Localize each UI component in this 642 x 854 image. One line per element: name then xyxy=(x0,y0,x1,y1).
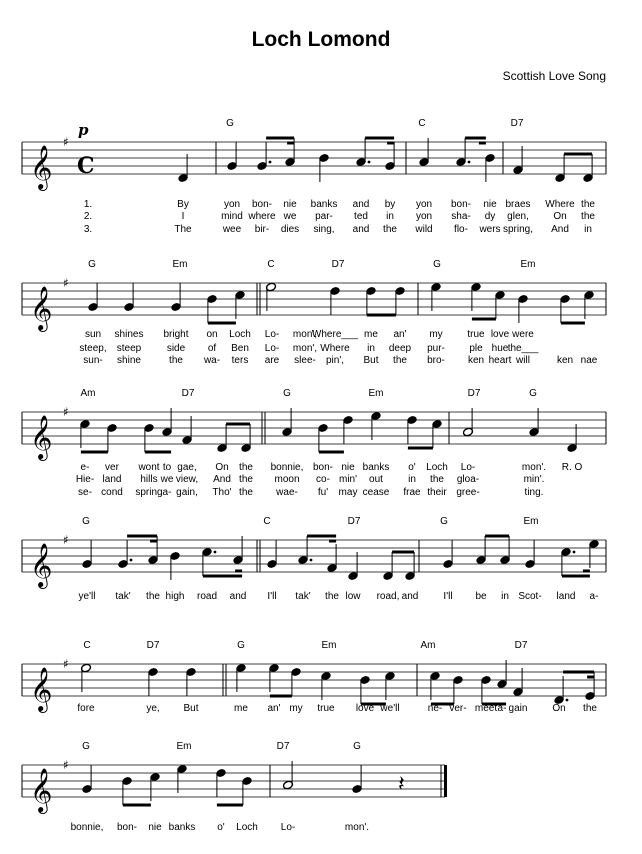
chord-symbol: Am xyxy=(420,640,436,651)
lyric-syllable: land xyxy=(556,591,576,602)
lyric-syllable: banks xyxy=(362,462,390,473)
chord-symbol: Em xyxy=(520,259,536,270)
lyric-syllable: the xyxy=(239,462,253,473)
lyric-syllable: Lo- xyxy=(460,462,476,473)
lyric-syllable: the xyxy=(325,591,339,602)
chord-symbol: G xyxy=(433,259,441,270)
time-signature: C xyxy=(77,153,95,179)
lyric-syllable: and xyxy=(352,199,370,210)
lyric-syllable: steep, xyxy=(79,343,107,354)
chord-symbol: D7 xyxy=(467,388,481,399)
lyric-syllable: banks xyxy=(310,199,338,210)
lyric-syllable: mon', xyxy=(292,329,318,340)
lyric-syllable: On xyxy=(215,462,229,473)
lyric-syllable: by xyxy=(384,199,396,210)
lyric-syllable: Lo- xyxy=(264,329,280,340)
lyric-syllable: ver- xyxy=(449,703,467,714)
lyric-syllable: Ben xyxy=(231,343,249,354)
verse-number: 2. xyxy=(83,211,93,222)
key-signature-sharp-icon: ♯ xyxy=(63,276,69,290)
lyric-syllable: nie xyxy=(148,822,162,833)
lyric-syllable: sing, xyxy=(313,224,335,235)
lyric-syllable: nie xyxy=(283,199,297,210)
chord-symbol: G xyxy=(226,118,234,129)
quarter-rest-icon: 𝄽 xyxy=(398,772,405,797)
lyric-syllable: me xyxy=(364,329,378,340)
lyric-syllable: deep xyxy=(388,343,412,354)
lyric-syllable: and xyxy=(229,591,247,602)
key-signature-sharp-icon: ♯ xyxy=(63,533,69,547)
lyric-syllable: I'll xyxy=(443,591,453,602)
lyric-syllable: spring xyxy=(135,487,163,498)
lyric-syllable: bonnie, xyxy=(270,462,304,473)
chord-symbol: C xyxy=(263,516,271,527)
lyric-syllable: steep xyxy=(116,343,142,354)
lyric-syllable: ne- xyxy=(427,703,443,714)
lyric-syllable: of xyxy=(207,343,217,354)
lyric-syllable: dy xyxy=(484,211,496,222)
chord-symbol: Em xyxy=(321,640,337,651)
lyric-syllable: yon xyxy=(223,199,241,210)
lyric-syllable: The xyxy=(174,224,192,235)
lyric-syllable: bon- xyxy=(251,199,273,210)
chord-symbol: D7 xyxy=(514,640,528,651)
chord-symbol: C xyxy=(418,118,426,129)
lyric-syllable: Scot- xyxy=(518,591,542,602)
lyric-syllable: we'll xyxy=(380,703,400,714)
lyric-syllable: min' xyxy=(338,474,358,485)
lyric-syllable: yon xyxy=(415,211,433,222)
lyric-syllable: R. O xyxy=(561,462,583,473)
lyric-syllable: gain xyxy=(508,703,528,714)
lyric-syllable: in xyxy=(584,224,592,235)
lyric-syllable: nie xyxy=(341,462,355,473)
key-signature-sharp-icon: ♯ xyxy=(63,135,69,149)
lyric-syllable: may xyxy=(338,487,358,498)
augmentation-dot xyxy=(269,161,272,164)
lyric-syllable: sun- xyxy=(83,355,103,366)
lyric-syllable: nae xyxy=(580,355,598,366)
lyric-syllable: a- xyxy=(589,591,599,602)
lyric-syllable: par- xyxy=(315,211,333,222)
lyric-syllable: ver xyxy=(105,462,119,473)
verse-number: 1. xyxy=(83,199,93,210)
lyric-syllable: bon- xyxy=(312,462,334,473)
augmentation-dot xyxy=(130,559,133,562)
lyric-syllable: true xyxy=(317,703,335,714)
lyric-syllable: And xyxy=(551,224,569,235)
lyric-syllable: gree- xyxy=(456,487,480,498)
lyric-syllable: mon', xyxy=(292,343,318,354)
lyric-syllable: in xyxy=(408,474,416,485)
lyric-syllable: the xyxy=(146,591,160,602)
lyric-syllable: Where xyxy=(320,343,350,354)
lyric-syllable: road xyxy=(196,591,218,602)
lyric-syllable: side xyxy=(166,343,186,354)
lyric-syllable: frae xyxy=(403,487,421,498)
lyric-syllable: love xyxy=(355,703,375,714)
lyric-syllable: cease xyxy=(362,487,390,498)
lyric-syllable: their xyxy=(427,487,447,498)
lyric-syllable: ken xyxy=(556,355,574,366)
lyric-syllable: the xyxy=(581,211,595,222)
lyric-syllable: wee xyxy=(222,224,242,235)
lyric-syllable: in xyxy=(386,211,394,222)
lyric-syllable: the xyxy=(169,355,183,366)
chord-symbol: G xyxy=(237,640,245,651)
lyric-syllable: the xyxy=(239,487,253,498)
chord-symbol: C xyxy=(267,259,275,270)
lyric-syllable: bonnie, xyxy=(70,822,104,833)
lyric-syllable: low xyxy=(345,591,361,602)
lyric-syllable: true xyxy=(467,329,485,340)
lyric-syllable: were xyxy=(512,329,534,340)
lyric-syllable: flo- xyxy=(454,224,468,235)
lyric-syllable: Hie- xyxy=(75,474,95,485)
lyric-syllable: a- xyxy=(162,487,172,498)
lyric-syllable: the xyxy=(430,474,444,485)
key-signature-sharp-icon: ♯ xyxy=(63,758,69,772)
lyric-syllable: my xyxy=(289,703,303,714)
lyric-syllable: Where xyxy=(545,199,575,210)
treble-clef-icon: 𝄞 xyxy=(30,415,53,459)
lyric-syllable: And xyxy=(213,474,231,485)
lyric-syllable: wild xyxy=(415,224,433,235)
lyric-syllable: se- xyxy=(78,487,92,498)
lyric-syllable: ted xyxy=(354,211,368,222)
lyric-syllable: the xyxy=(239,474,253,485)
chord-symbol: G xyxy=(82,741,90,752)
staff-system xyxy=(22,118,606,235)
lyric-syllable: bro- xyxy=(427,355,445,366)
lyric-syllable: the xyxy=(383,224,397,235)
lyric-syllable: spring, xyxy=(502,224,534,235)
lyric-syllable: ken xyxy=(467,355,485,366)
lyric-syllable: and xyxy=(352,224,370,235)
dynamic-marking: p xyxy=(78,121,89,139)
staff-system xyxy=(22,259,606,366)
song-subtitle: Scottish Love Song xyxy=(502,69,606,83)
lyric-syllable: sha- xyxy=(451,211,471,222)
lyric-syllable: land xyxy=(102,474,122,485)
lyric-syllable: e- xyxy=(80,462,90,473)
lyric-syllable: tak' xyxy=(115,591,131,602)
lyric-syllable: nie xyxy=(483,199,497,210)
lyric-syllable: mon'. xyxy=(344,822,370,833)
key-signature-sharp-icon: ♯ xyxy=(63,405,69,419)
lyric-syllable: Tho' xyxy=(212,487,232,498)
lyric-syllable: the xyxy=(583,703,597,714)
final-barline xyxy=(444,765,447,797)
lyric-syllable: in xyxy=(501,591,509,602)
lyric-syllable: the xyxy=(581,199,595,210)
lyric-syllable: and xyxy=(401,591,419,602)
lyric-syllable: ple xyxy=(469,343,483,354)
staff-system xyxy=(22,640,606,714)
lyric-syllable: braes xyxy=(505,199,531,210)
lyric-syllable: to xyxy=(162,462,172,473)
lyric-syllable: tak' xyxy=(295,591,311,602)
lyric-syllable: co- xyxy=(316,474,330,485)
lyric-syllable: we xyxy=(283,211,297,222)
staff-system xyxy=(22,741,447,833)
chord-symbol: G xyxy=(88,259,96,270)
lyric-syllable: high xyxy=(165,591,185,602)
lyric-syllable: pin', xyxy=(325,355,345,366)
lyric-syllable: Loch xyxy=(236,822,258,833)
lyric-syllable: meet xyxy=(474,703,498,714)
lyric-syllable: heart xyxy=(488,355,512,366)
lyric-syllable: the___ xyxy=(507,343,539,354)
lyric-syllable: slee- xyxy=(294,355,316,366)
chord-symbol: D7 xyxy=(347,516,361,527)
lyric-syllable: dies xyxy=(280,224,300,235)
lyric-syllable: gae, xyxy=(177,462,197,473)
lyric-syllable: the xyxy=(393,355,407,366)
lyric-syllable: wa- xyxy=(203,355,221,366)
treble-clef-icon: 𝄞 xyxy=(30,768,53,812)
lyric-syllable: Loch xyxy=(426,462,448,473)
lyric-syllable: my xyxy=(429,329,443,340)
chord-symbol: G xyxy=(529,388,537,399)
lyric-syllable: on xyxy=(206,329,218,340)
treble-clef-icon: 𝄞 xyxy=(30,145,53,189)
chord-symbol: Em xyxy=(172,259,188,270)
lyric-syllable: will xyxy=(516,355,530,366)
lyric-syllable: ye, xyxy=(146,703,160,714)
chord-symbol: Em xyxy=(176,741,192,752)
lyric-syllable: On xyxy=(552,703,566,714)
lyric-syllable: wont xyxy=(138,462,160,473)
chord-symbol: Am xyxy=(80,388,96,399)
lyric-syllable: where xyxy=(248,211,276,222)
chord-symbol: D7 xyxy=(181,388,195,399)
chord-symbol: G xyxy=(283,388,291,399)
augmentation-dot xyxy=(566,699,569,702)
lyric-syllable: banks xyxy=(168,822,196,833)
lyric-syllable: moon xyxy=(274,474,300,485)
augmentation-dot xyxy=(573,551,576,554)
lyric-syllable: fu' xyxy=(317,487,329,498)
lyric-syllable: road, xyxy=(376,591,400,602)
lyric-syllable: an' xyxy=(393,329,407,340)
lyric-syllable: out xyxy=(369,474,383,485)
chord-symbol: D7 xyxy=(331,259,345,270)
lyric-syllable: ye'll xyxy=(78,591,96,602)
lyric-syllable: bon- xyxy=(450,199,472,210)
augmentation-dot xyxy=(214,551,217,554)
lyric-syllable: shines xyxy=(114,329,144,340)
lyric-syllable: On xyxy=(553,211,567,222)
lyric-syllable: hills xyxy=(140,474,158,485)
lyric-syllable: shine xyxy=(117,355,141,366)
chord-symbol: C xyxy=(83,640,91,651)
lyric-syllable: be xyxy=(475,591,487,602)
lyric-syllable: hue xyxy=(491,343,509,354)
lyric-syllable: me xyxy=(234,703,248,714)
lyric-syllable: I'll xyxy=(267,591,277,602)
lyric-syllable: o' xyxy=(217,822,225,833)
staff-system xyxy=(22,388,606,498)
lyric-syllable: cond xyxy=(101,487,123,498)
lyric-syllable: bon- xyxy=(116,822,138,833)
lyric-syllable: sun xyxy=(84,329,102,340)
chord-symbol: G xyxy=(353,741,361,752)
lyric-syllable: But xyxy=(363,355,379,366)
staff-system xyxy=(22,516,606,602)
lyric-syllable: mind xyxy=(221,211,243,222)
chord-symbol: G xyxy=(82,516,90,527)
lyric-syllable: a- xyxy=(497,703,507,714)
chord-symbol: D7 xyxy=(510,118,524,129)
verse-number: 3. xyxy=(83,224,93,235)
lyric-syllable: By xyxy=(177,199,189,210)
lyric-syllable: Lo- xyxy=(264,343,280,354)
lyric-syllable: I xyxy=(181,211,185,222)
chord-symbol: D7 xyxy=(276,741,290,752)
lyric-syllable: glen, xyxy=(507,211,529,222)
chord-symbol: G xyxy=(440,516,448,527)
lyric-syllable: min'. xyxy=(523,474,545,485)
key-signature-sharp-icon: ♯ xyxy=(63,657,69,671)
lyric-syllable: But xyxy=(183,703,199,714)
lyric-syllable: pur- xyxy=(427,343,445,354)
lyric-syllable: gloa- xyxy=(456,474,480,485)
lyric-syllable: are xyxy=(264,355,280,366)
lyric-syllable: fore xyxy=(77,703,95,714)
augmentation-dot xyxy=(468,161,471,164)
augmentation-dot xyxy=(368,161,371,164)
lyric-syllable: mon'. xyxy=(521,462,547,473)
lyric-syllable: view, xyxy=(175,474,199,485)
augmentation-dot xyxy=(310,559,313,562)
lyric-syllable: wae- xyxy=(276,487,298,498)
song-title: Loch Lomond xyxy=(251,28,391,51)
treble-clef-icon: 𝄞 xyxy=(30,543,53,587)
treble-clef-icon: 𝄞 xyxy=(30,667,53,711)
lyric-syllable: gain, xyxy=(176,487,198,498)
lyric-syllable: o' xyxy=(408,462,416,473)
lyric-syllable: an' xyxy=(267,703,281,714)
treble-clef-icon: 𝄞 xyxy=(30,286,53,330)
lyric-syllable: Loch xyxy=(229,329,251,340)
lyric-syllable: ters xyxy=(231,355,249,366)
lyric-syllable: ting. xyxy=(524,487,544,498)
lyric-syllable: Where___ xyxy=(311,329,359,340)
lyric-syllable: Lo- xyxy=(280,822,296,833)
lyric-syllable: love xyxy=(490,329,510,340)
lyric-syllable: in xyxy=(367,343,375,354)
lyric-syllable: bright xyxy=(163,329,189,340)
lyric-syllable: we xyxy=(160,474,174,485)
lyric-syllable: bir- xyxy=(254,224,270,235)
chord-symbol: Em xyxy=(368,388,384,399)
lyric-syllable: yon xyxy=(415,199,433,210)
lyric-syllable: wers xyxy=(479,224,501,235)
chord-symbol: Em xyxy=(523,516,539,527)
chord-symbol: D7 xyxy=(146,640,160,651)
